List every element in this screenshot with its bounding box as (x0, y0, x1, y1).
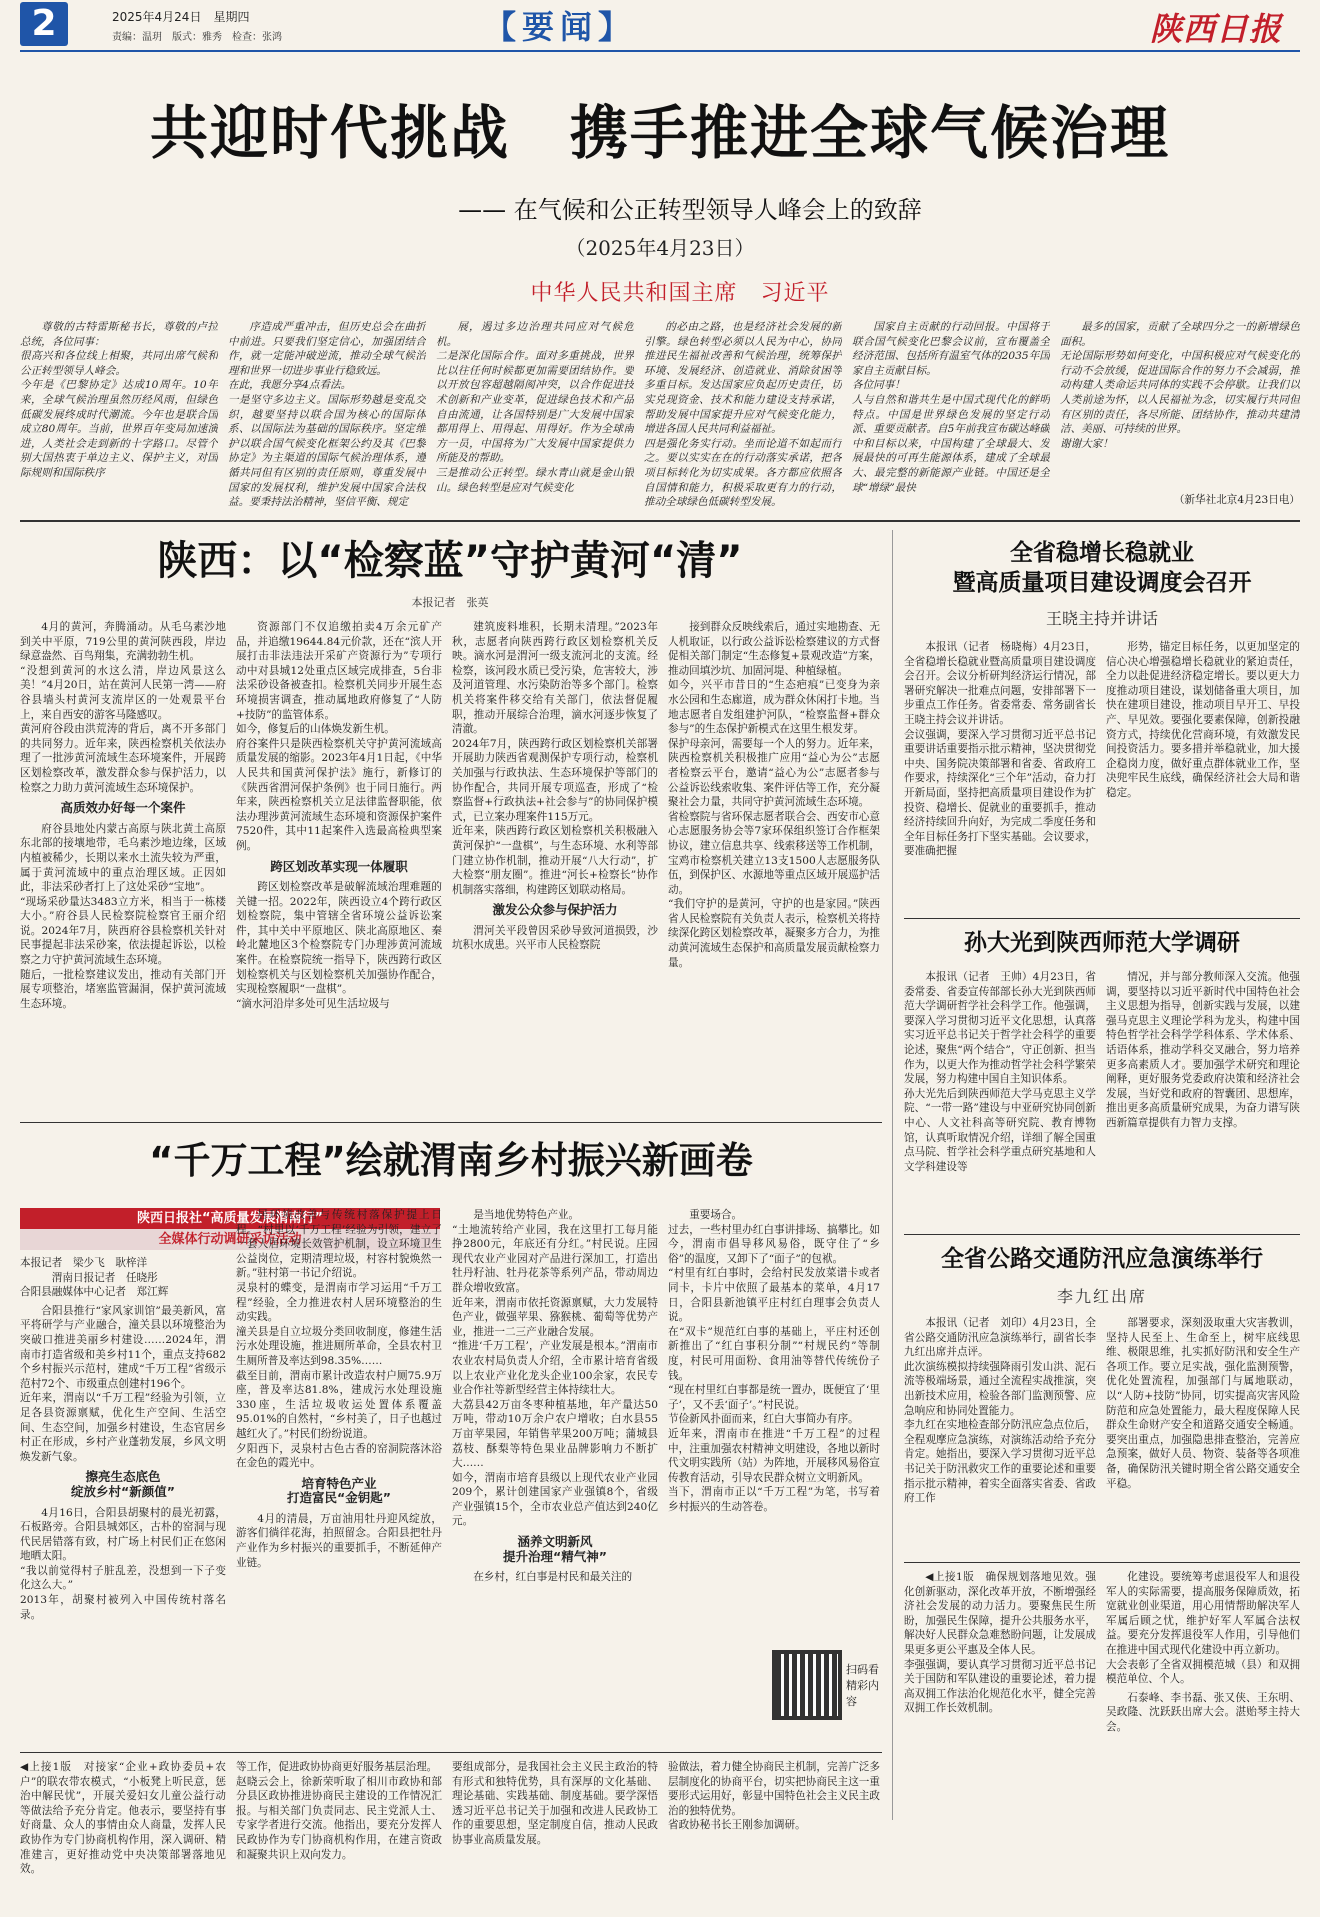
drill-title: 全省公路交通防汛应急演练举行 (941, 1246, 1263, 1272)
stable-growth-title-1: 全省稳增长稳就业 (1010, 540, 1194, 566)
villages-subhead-1b: 绽放乡村“新颜值” (71, 1483, 175, 1499)
sun-daguang-title: 孙大光到陕西师范大学调研 (964, 930, 1240, 956)
drill-byline: 李九红出席 (1056, 1287, 1147, 1306)
bottom-col-3: 要组成部分，是我国社会主义民主政治的特有形式和独特优势，具有深厚的文化基础、理论基础、实践基础、制度基础。要学深悟透习近平总书记关于加强和改进人民政协工作的重要思想，坚定制度自信，推动人民政协事业高质量发展。 (452, 1761, 658, 1846)
villages-subhead-3b: 提升治理“精气神” (503, 1548, 607, 1564)
stable-growth-col-2: 形势，锚定目标任务，以更加坚定的信心决心增强稳增长稳就业的紧迫责任，全力以赴促进经济稳定增长。要以更大力度推动项目建设，谋划储备重大项目，加快在建项目建设，推动项目早开工、早投产、早见效。要强化要素保障，创新投融资方式，持续优化营商环境，有效激发民间投资活力。要多措并举稳就业，加大援企稳岗力度，做好重点群体就业工作，坚决兜牢民生底线，确保经济社会大局和谐稳定。 (1106, 641, 1300, 799)
yellow-river-col-3: 建筑废料堆积，长期未清理。”2023年秋，志愿者向陕西跨行政区划检察机关反映。滴水河是渭河一级支流河北的支流。经检察，该河段水质已受污染，危害较大，涉及河道管理、水污染防治等多个部门。检察机关将案件移交给有关部门，依法督促履职，推动开展综合治理，滴水河逐步恢复了清澈。 2024年7月，陕西跨行政区划检察机关部署开展助力陕西省观测保护专项行动，检察机关加强与行政执法、生态环境保护等部门的协作配合，共同开展专项巡查，形成了“检察监督+行政执法+社会参与”的协同保护模式，已立案办理案件115万元。 近年来，陕西跨行政区划检察机关积极融入黄河保护“一盘棋”，与生态环境、水利等部门建立协作机制，推动开展“八大行动”，扩大检察“朋友圈”。推进“河长+检察长”协作机制落实落细，构建跨区划联动格局。 激发公众参与保护活力 渭河关平段曾因采砂导致河道损毁，沙坑积水成患。兴平市人民检察院 (452, 621, 658, 952)
villages-subhead-2a: 培育特色产业 (301, 1475, 377, 1491)
lead-col-3: 展，遏过多边治理共同应对气候危机。 二是深化国际合作。面对多重挑战，世界比以往任何时候都更加需要团结协作。要以开放包容超越隔阂冲突，以合作促进技术创新和产业变革，促进绿色技术和产品自由流通，让各国特别是广大发展中国家都用得上、用得起、用得好。作为全球南方一员，中国将为广大发展中国家提供力所能及的帮助。 三是推动公正转型。绿水青山就是金山银山。绿色转型是应对气候变化 (436, 321, 634, 494)
drill-col-1: 本报讯（记者 刘印）4月23日，全省公路交通防汛应急演练举行，副省长李九红出席并点评。 此次演练模拟持续强降雨引发山洪、泥石流等极端场景，通过全流程实战推演，突出新技术应用，检验各部门监测预警、应急响应和协同处置能力。 李九红在实地检查部分防汛应急点位后，全程观摩应急演练，对演练活动给予充分肯定。她指出，要深入学习贯彻习近平总书记关于防汛救灾工作的重要论述和重要指示批示精神，着实全面落实省委、省政府工作 (904, 1317, 1096, 1505)
villages-subhead-3a: 涵养文明新风 (517, 1534, 593, 1550)
drill-col-2: 部署要求，深刻汲取重大灾害教训，坚持人民至上、生命至上，树牢底线思维、极限思维，扎实抓好防汛和安全生产各项工作。要立足实战，强化监测预警，优化处置流程，加强部门与属地联动，以“人防+技防”协同，切实提高灾害风险防范和应急处置能力，最大程度保障人民群众生命财产安全和道路交通安全畅通。要突出重点，加强隐患排查整治，完善应急预案，做好人员、物资、装备等各项准备，确保防汛关键时期全省公路交通安全平稳。 (1106, 1317, 1300, 1490)
yellow-river-subhead-1: 高质效办好每一个案件 (60, 800, 186, 816)
lead-col-5: 国家自主贡献的行动回报。中国将于联合国气候变化巴黎会议前，宣布覆盖全经济范围、包括所有温室气体的2035年国家自主贡献目标。 各位同事！ 人与自然和谐共生是中国式现代化的鲜明特点。中国是世界绿色发展的坚定行动派、重要贡献者。自5年前我宣布碳达峰碳中和目标以来，中国构建了全球最大、发展最快的可再生能源体系，建成了全球最大、最完整的新能源产业链。中国还是全球“增绿”最快 (852, 321, 1050, 494)
villages-banner-line-2: 全媒体行动调研采访活动 (20, 1229, 440, 1250)
villages-byline-1: 本报记者 梁少飞 耿梓洋 (20, 1257, 148, 1269)
lead-col-4: 的必由之路，也是经济社会发展的新引擎。绿色转型必须以人民为中心，协同推进民生福祉改善和气候治理，统筹保护环境、发展经济、创造就业、消除贫困等多重目标。发达国家应负起历史责任，切实兑现资金、技术和能力建设支持承诺，帮助发展中国家提升应对气候变化能力，增进各国人民共同利益福祉。 四是强化务实行动。坐而论道不如起而行之。要以实实在在的行动落实承诺，把各项目标转化为切实成果。各方都应依照各自国情和能力，积极采取更有力的行动，推动全球绿色低碳转型发展。 (644, 321, 842, 509)
stable-growth-rule (904, 918, 1300, 919)
rights-col-2: 化建设。要统筹考虑退役军人和退役军人的实际需要，提高服务保障质效，拓宽就业创业渠道，用心用情帮助解决军人军属后顾之忧，维护好军人军属合法权益。要充分发挥退役军人作用，引导他们在推进中国式现代化建设中再立新功。 大会表彰了全省双拥模范城（县）和双拥模范单位、个人。 石泰峰、李书磊、张又侠、王东明、吴政隆、沈跃跃出席大会。湛贻琴主持大会。 (1106, 1571, 1300, 1733)
lead-bottom-rule (20, 520, 1300, 522)
paper-logo: 陕西日报 (1150, 10, 1283, 48)
villages-col-4: 重要场合。 过去，一些村里办红白事讲排场、搞攀比。如今，渭南市倡导移风易俗，既守住了“乡俗”的温度，又卸下了“面子”的包袱。 “村里有红白事时，会给村民发放菜谱卡或者同卡，卡片中依照了最基本的菜单，4月17日，合阳县新池镇平庄村红白理事会负责人说。 在“双卡”规范红白事的基础上，平庄村还创新推出了“红白事积分制”“村规民约”等制度，村民可用面粉、食用油等替代传统份子钱。 “现在村里红白事都是统一置办，既便宜了‘里子’，又不丢‘面子’。”村民说。 节俭新风扑面而来，红白大事简办有序。 近年来，渭南市在推进“千万工程”的过程中，注重加强农村精神文明建设，各地以新时代文明实践所（站）为阵地，开展移风易俗宣传教育活动，引导农民群众树立文明新风。 当下，渭南市正以“千万工程”为笔，书写着乡村振兴的生动答卷。 (668, 1209, 880, 1513)
bottom-col-4: 验做法，着力健全协商民主机制，完善广泛多层制度化的协商平台，切实把协商民主这一重要形式运用好，彰显中国特色社会主义民主政治的独特优势。 省政协秘书长王刚参加调研。 (668, 1761, 880, 1832)
villages-col-1: 本报记者 梁少飞 耿梓洋 渭南日报记者 任晓彤 合阳县融媒体中心记者 郑江辉 合阳县推行“家风家训馆”最美新风，富平将研学与产业融合，潼关县以环境整治为突破口推进美丽乡村建设……2024年，渭南市打造省级和美乡村11个，重点支持682个乡村振兴示范村，建成“千万工程”省级示范村72个、市级重点创建村196个。 近年来，渭南以“千万工程”经验为引领，立足各县资源禀赋，优化生产空间、生活空间、生态空间，加强乡村建设，生态官居乡村正在形成，乡村产业蓬勃发展，乡风文明焕发新气象。 擦亮生态底色 绽放乡村“新颜值” 4月16日，合阳县胡聚村的晨光初露，石板路旁。合阳县城郊区，古朴的窑洞与现代民居错落有致，村广场上村民们正在悠闲地晒太阳。 “我以前觉得村子脏乱差，没想到一下子变化这么大。” 2013年，胡聚村被列入中国传统村落名录。 (20, 1257, 226, 1621)
villages-top-rule (20, 1122, 882, 1123)
sun-daguang-col-1: 本报讯（记者 王帅）4月23日，省委常委、省委宣传部部长孙大光到陕西师范大学调研哲学社会科学工作。他强调，要深入学习贯彻习近平文化思想，认真落实习近平总书记关于哲学社会科学的重要论述，聚焦“两个结合”，守正创新、担当作为，以更大作为推动哲学社会科学繁荣发展，努力构建中国自主知识体系。 孙大光先后到陕西师范大学马克思主义学院、“一带一路”建设与中亚研究协同创新中心、人文社科高等研究院、教育博物馆，认真听取情况介绍，详细了解全国重点马院、哲学社会科学重点研究基地和人文学科建设等 (904, 971, 1096, 1173)
yellow-river-col-2: 资源部门不仅追缴拍卖4万余元矿产品，并追缴19644.84元价款，还在“滨人开展打击非法违法开采矿产资源行为”专项行动中对县城12处重点区域完成排查，5台非法采砂设备被查扣。检察机关同步开展生态环境损害调查，推动属地政府修复了“人防+技防”的监管体系。 如今，修复后的山体焕发新生机。 府谷案件只是陕西检察机关守护黄河流域高质量发展的缩影。2023年4月1日起，《中华人民共和国黄河保护法》施行，新修订的《陕西省渭河保护条例》也于同日施行。两年来，陕西检察机关立足法律监督职能，依法办理涉黄河流域生态环境和资源保护案件7520件，其中11起案件入选最高检典型案例。 跨区划改革实现一体履职 跨区划检察改革是破解流域治理难题的关键一招。2022年，陕西设立4个跨行政区划检察院，集中管辖全省环境公益诉讼案件，其中关中平原地区、陕北高原地区、秦岭北麓地区3个检察院专门办理涉黄河流域案件。在检察院统一指导下，陕西跨行政区划检察机关与区划检察机关加强协作配合，实现检察履职“一盘棋”。 “滴水河沿岸多处可见生活垃圾与 (236, 621, 442, 1010)
masthead-rule (20, 50, 1300, 52)
sun-daguang-col-2: 情况，并与部分教师深入交流。他强调，要坚持以习近平新时代中国特色社会主义思想为指导，创新实践与发展，以建强马克思主义理论学科为龙头，构建中国特色哲学社会科学学科体系、学术体系、话语体系，推动学科交叉融合，努力培养更多高素质人才。要加强学术研究和理论阐释，更好服务党委政府决策和经济社会发展，当好党和政府的智囊团、思想库，推出更多高质量研究成果，为奋力谱写陕西新篇章提供有力智力支撑。 (1106, 971, 1300, 1129)
stable-growth-title-2: 暨高质量项目建设调度会召开 (952, 570, 1252, 596)
sun-daguang-rule (904, 1234, 1300, 1235)
section-label: 【要闻】 (483, 8, 636, 46)
yellow-river-byline: 本报记者 张英 (411, 596, 489, 609)
lead-col-1: 尊敬的古特雷斯秘书长，尊敬的卢拉总统，各位同事： 很高兴和各位线上相聚，共同出席气候和公正转型领导人峰会。 今年是《巴黎协定》达成10周年。10年来，全球气候治理虽然历经风雨，但绿色低碳发展终成时代潮流。今年也是联合国成立80周年。当前，世界百年变局加速演进，人类社会走到新的十字路口。尽管个别大国热衷于单边主义、保护主义，对国际规则和国际秩序 (20, 321, 218, 479)
villages-title: “千万工程”绘就渭南乡村振兴新画卷 (149, 1139, 753, 1182)
rights-col-1: ◀上接1版 确保规划落地见效。强化创新驱动，深化改革开放，不断增强经济社会发展的动力活力。要聚焦民生所盼，加强民生保障，提升公共服务水平，解决好人民群众急难愁盼问题，让发展成果更多更公平惠及全体人民。 李强强调，要认真学习贯彻习近平总书记关于国防和军队建设的重要论述，着力提高双拥工作法治化规范化水平，健全完善双拥工作长效机制。 (904, 1571, 1096, 1715)
villages-subhead-1a: 擦亮生态底色 (85, 1469, 161, 1485)
villages-byline-2: 渭南日报记者 任晓彤 (51, 1271, 158, 1284)
villages-col-2: 居环境改善与传统村落保护提上日程。“村里以‘千万工程’经验为引领，建立了一套人居环境长效管护机制，设立环境卫生公益岗位，定期清理垃圾，村容村貌焕然一新。”驻村第一书记介绍说。 灵泉村的蝶变，是渭南市学习运用“千万工程”经验，全力推进农村人居环境整治的生动实践。 潼关县是自立垃圾分类回收制度，修建生活污水处理设施，推进厕所革命，全县农村卫生厕所普及率达到98.35%…… 截至目前，渭南市累计改造农村户厕75.9万座，普及率达81.8%，建成污水处理设施330座，生活垃圾收运处置体系覆盖95.01%的自然村，“乡村美了，日子也越过越红火了。”村民们纷纷说道。 夕阳西下，灵泉村古色古香的窑洞院落沐浴在金色的霞光中。 培育特色产业 打造富民“金钥匙” 4月的清晨，万亩油用牡丹迎风绽放，游客们徜徉花海，拍照留念。合阳县把牡丹产业作为乡村振兴的重要抓手，不断延伸产业链。 (236, 1209, 442, 1569)
villages-subhead-2b: 打造富民“金钥匙” (287, 1490, 391, 1506)
stable-growth-col-1: 本报讯（记者 杨晓梅）4月23日，全省稳增长稳就业暨高质量项目建设调度会召开。会议分析研判经济运行情况，部署研究解决一批难点问题，安排部署下一步重点工作任务。省委常委、常务副省长王晓主持会议并讲话。 会议强调，要深入学习贯彻习近平总书记重要讲话重要指示批示精神，坚决贯彻党中央、国务院决策部署和省委、省政府工作要求，持续深化“三个年”活动，奋力打开新局面，坚持把高质量项目建设作为扩投资、稳增长、促就业的重要抓手，推动经济持续回升向好，为完成二季度任务和全年目标任务打下坚实基础。会议要求，要准确把握 (904, 641, 1096, 858)
bottom-col-2: 等工作，促进政协协商更好服务基层治理。 赵晓云会上，徐新荣听取了相川市政协和部分县区政协推进协商民主建设的工作情况汇报。与相关部门负责同志、民主党派人士、专家学者进行交流。他指出，要充分发挥人民政协作为专门协商机构作用，在建言资政和凝聚共识上双向发力。 (236, 1761, 442, 1861)
date-line: 2025年4月24日 星期四 (112, 10, 250, 24)
villages-col-3: 是当地优势特色产业。 “土地流转给产业园，我在这里打工每月能挣2800元，年底还有分红。”村民说。庄园现代农业产业园对产品进行深加工，打造出牡丹籽油、牡丹花茶等系列产品，带动周边群众增收致富。 近年来，渭南市依托资源禀赋，大力发展特色产业，做强苹果、猕猴桃、葡萄等优势产业，推进一二三产业融合发展。 “推进‘千万工程’，产业发展是根本。”渭南市农业农村局负责人介绍，全市累计培育省级以上农业产业化龙头企业100余家，农民专业合作社等新型经营主体持续壮大。 大荔县42万亩冬枣种植基地，年产量达50万吨，带动10万余户农户增收；白水县55万亩苹果园，年销售苹果200万吨；蒲城县荔枝、酥梨等特色果业品牌影响力不断扩大…… 如今，渭南市培育县级以上现代农业产业园209个，累计创建国家产业强镇8个，省级产业强镇15个，全市农业总产值达到240亿元。 涵养文明新风 提升治理“精气神” 在乡村，红白事是村民和最关注的 (452, 1209, 658, 1584)
column-divider (892, 530, 893, 1820)
yellow-river-title: 陕西：以“检察蓝”守护黄河“清” (157, 538, 743, 584)
editors-line: 责编：温玥 版式：雅秀 检查：张鸿 (112, 32, 282, 43)
yellow-river-col-1: 4月的黄河，奔腾涌动。从毛乌素沙地到关中平原，719公里的黄河陕西段，岸边绿意盎然、百鸟翔集，充满勃勃生机。 “没想到黄河的水这么清，岸边风景这么美！”4月20日，站在黄河人民第一湾——府谷县墙头村黄河支流岸区的一处观景平台上，来自西安的游客马隆感叹。 黄河府谷段由洪荒涛的背后，离不开多部门的共同努力。近年来，陕西检察机关依法办理了一批涉黄河流域生态环境案件，开展跨区划检察改革，激发群众参与保护活力，以检察之力助力黄河流域生态环境保护。 高质效办好每一个案件 府谷县地处内蒙古高原与陕北黄土高原东北部的接壤地带，毛乌素沙地边缘，区域内植被稀少，长期以来水土流失较为严重，属于黄河流域中的重点治理区域。正因如此，非法采砂者打上了这处采砂“宝地”。 “现场采砂量达3483立方米，相当于一栋楼大小。”府谷县人民检察院检察官王丽介绍说。2024年7月，陕西府谷县检察机关针对民事提起非法采砂案，依法提起诉讼，以检察之力守护黄河流域生态环境。 随后，一批检察建议发出，推动有关部门开展专项整治，堵塞监管漏洞，保护黄河流域生态环境。 (20, 621, 226, 1010)
bottom-rule (20, 1752, 882, 1753)
bottom-col-1: ◀上接1版 对接家“企业+政协委员+农户”的联农带农模式，“小板凳上听民意，惩治中解民忧”，开展关爱妇女儿童公益行动等做法给予充分肯定。他表示，要坚持有事好商量、众人的事情由众人商量，发挥人民政协作为专门协商机构作用，深入调研、精准建言，更好推动党中央决策部署落地见效。 (20, 1761, 226, 1876)
qr-code-icon[interactable] (772, 1650, 842, 1720)
lead-date: （2025年4月23日） (565, 236, 755, 260)
lead-title: 共迎时代挑战 携手推进全球气候治理 (149, 99, 1170, 167)
lead-author: 中华人民共和国主席 习近平 (530, 281, 830, 306)
lead-col-2: 序造成严重冲击，但历史总会在曲折中前进。只要我们坚定信心，加强团结合作，就一定能冲破逆流，推动全球气候治理和世界一切进步事业行稳致远。 在此，我愿分享4点看法。 一是坚守多边主义。国际形势越是变乱交织，越要坚持以联合国为核心的国际体系、以国际法为基础的国际秩序。坚定维护以联合国气候变化框架公约及其《巴黎协定》为主渠道的国际气候治理体系，遵循共同但有区别的责任原则，尊重发展中国家的发展权利，维护发展中国家合法权益。要秉持法治精神，坚信平衡、规定 (228, 321, 426, 509)
drill-rule (904, 1562, 1300, 1563)
villages-banner-line-1: 陕西日报社“高质量发展渭南行” (20, 1208, 440, 1229)
masthead (0, 0, 1320, 50)
villages-byline-3: 合阳县融媒体中心记者 郑江辉 (20, 1286, 169, 1299)
qr-label: 扫码看精彩内容 (846, 1663, 879, 1708)
yellow-river-subhead-2: 跨区划改革实现一体履职 (270, 858, 408, 874)
stable-growth-byline: 王晓主持并讲话 (1045, 609, 1158, 628)
lead-col-6: 最多的国家，贡献了全球四分之一的新增绿色面积。 无论国际形势如何变化，中国积极应对气候变化的行动不会放缓，促进国际合作的努力不会减弱，推动构建人类命运共同体的实践不会停歇。让我们以人类前途为怀，以人民福祉为念，切实履行共同但有区别的责任，各尽所能、团结协作，推动共建清洁、美丽、可持续的世界。 谢谢大家！ (1060, 321, 1300, 450)
lead-signoff: （新华社北京4月23日电） (1173, 494, 1300, 506)
yellow-river-subhead-3: 激发公众参与保护活力 (492, 902, 618, 918)
yellow-river-col-4: 接到群众反映线索后，通过实地勘查、无人机取证，以行政公益诉讼检察建议的方式督促相关部门制定“生态修复+景观改造”方案，推动回填沙坑、加固河堤、种植绿植。 如今，兴平市昔日的“生态疤痕”已变身为亲水公园和生态廊道，成为群众休闲打卡地。当地志愿者自发组建护河队，“检察监督+群众参与”的生态保护新模式在这里生根发芽。 保护母亲河，需要每一个人的努力。近年来，陕西检察机关积极推广应用“益心为公”志愿者检察云平台，邀请“益心为公”志愿者参与公益诉讼线索收集、案件评估等工作，充分凝聚社会力量，共同守护黄河流域生态环境。 省检察院与省环保志愿者联合会、西安市心意心志愿服务协会等7家环保组织签订合作框架协议，建立信息共享、线索移送等工作机制，宝鸡市检察机关建立13支1500人志愿服务队伍，到保护区、水源地等重点区域开展巡护活动。 “我们守护的是黄河，守护的也是家园。”陕西省人民检察院有关负责人表示，检察机关将持续深化跨区划检察改革，凝聚多方合力，为推动黄河流域生态保护和高质量发展贡献检察力量。 (668, 621, 880, 969)
lead-subtitle: —— 在气候和公正转型领导人峰会上的致辞 (458, 196, 922, 224)
page-number: 2 (20, 2, 68, 46)
